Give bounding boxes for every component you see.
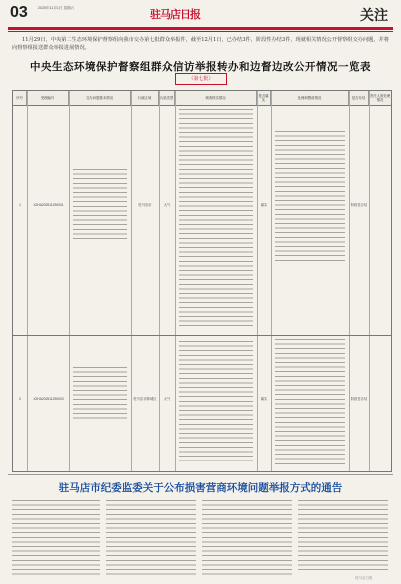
th-seq: 序号 [13,91,27,105]
row1-seq: 1 [19,203,21,207]
row2-seq: 2 [19,397,21,401]
row2-handling-text [275,339,345,467]
row2-investigation-text [179,341,253,461]
row2-code: X2HA202511290003 [33,397,64,401]
row1-investigation-text [179,109,253,329]
th-verified: 是否属实 [257,91,271,105]
footer-column-3 [202,500,292,576]
row1-verified: 属实 [260,203,268,207]
th-type: 污染类型 [159,91,175,105]
col-divider [257,91,258,471]
header-rule [8,27,393,30]
th-problem: 交办问题基本情况 [69,91,131,105]
th-code: 受理编号 [27,91,69,105]
row2-region: 驻马店市驿城区 [133,397,157,401]
footer-headline: 驻马店市纪委监委关于公布损害营商环境问题举报方式的通告 [58,482,343,494]
col-divider [131,91,132,471]
footer-column-2 [106,500,196,576]
col-divider [369,91,370,471]
col-divider [175,91,176,471]
main-headline: 中央生态环境保护督察组群众信访举报转办和边督边改公开情况一览表 [30,61,371,73]
header-rule-thin [8,31,393,32]
row2-verified: 属实 [260,397,268,401]
dateline: 2025年11月1日 星期六 [38,6,75,10]
row1-problem-text [73,169,127,241]
row1-handling-text [275,131,345,261]
paper-name: 驻马店日报 [150,8,200,21]
col-divider [159,91,160,471]
footer-column-4 [298,500,388,570]
col-divider [27,91,28,471]
page-number: 03 [10,4,28,21]
footer-column-1 [12,500,100,576]
row1-status: 阶段性办结 [350,203,368,207]
masthead [0,0,401,30]
th-closed: 是否办结 [349,91,369,105]
row1-type: 大气 [163,203,171,207]
section-divider [8,474,393,475]
row2-status: 阶段性办结 [350,397,368,401]
section-name: 关注 [360,8,388,24]
col-divider [69,91,70,471]
complaint-table [12,90,392,472]
page-mark: 驻马店日报 [355,576,373,580]
row1-region: 驻马店市 [138,203,152,207]
col-divider [271,91,272,471]
th-handling: 处理和整改情况 [271,91,349,105]
intro-paragraph: 11月29日，中央第二生态环境保护督察组向我市交办第七批群众举报件，截至12月1日，已办结3件，阶段性办结3件，现就相关情况公开督察组交办问题，并将向督察组报送群众举报进展情况。 [12,37,389,51]
th-accountability: 责任人被处理情况 [369,93,391,102]
batch-label: （第七批） [175,73,227,85]
th-region: 行政区域 [131,91,159,105]
col-divider [349,91,350,471]
row2-type: 大气 [163,397,171,401]
row-separator [13,335,391,336]
th-investigation: 调查核实情况 [175,91,257,105]
row1-code: X2HA202511290001 [33,203,64,207]
row2-problem-text [73,367,127,422]
